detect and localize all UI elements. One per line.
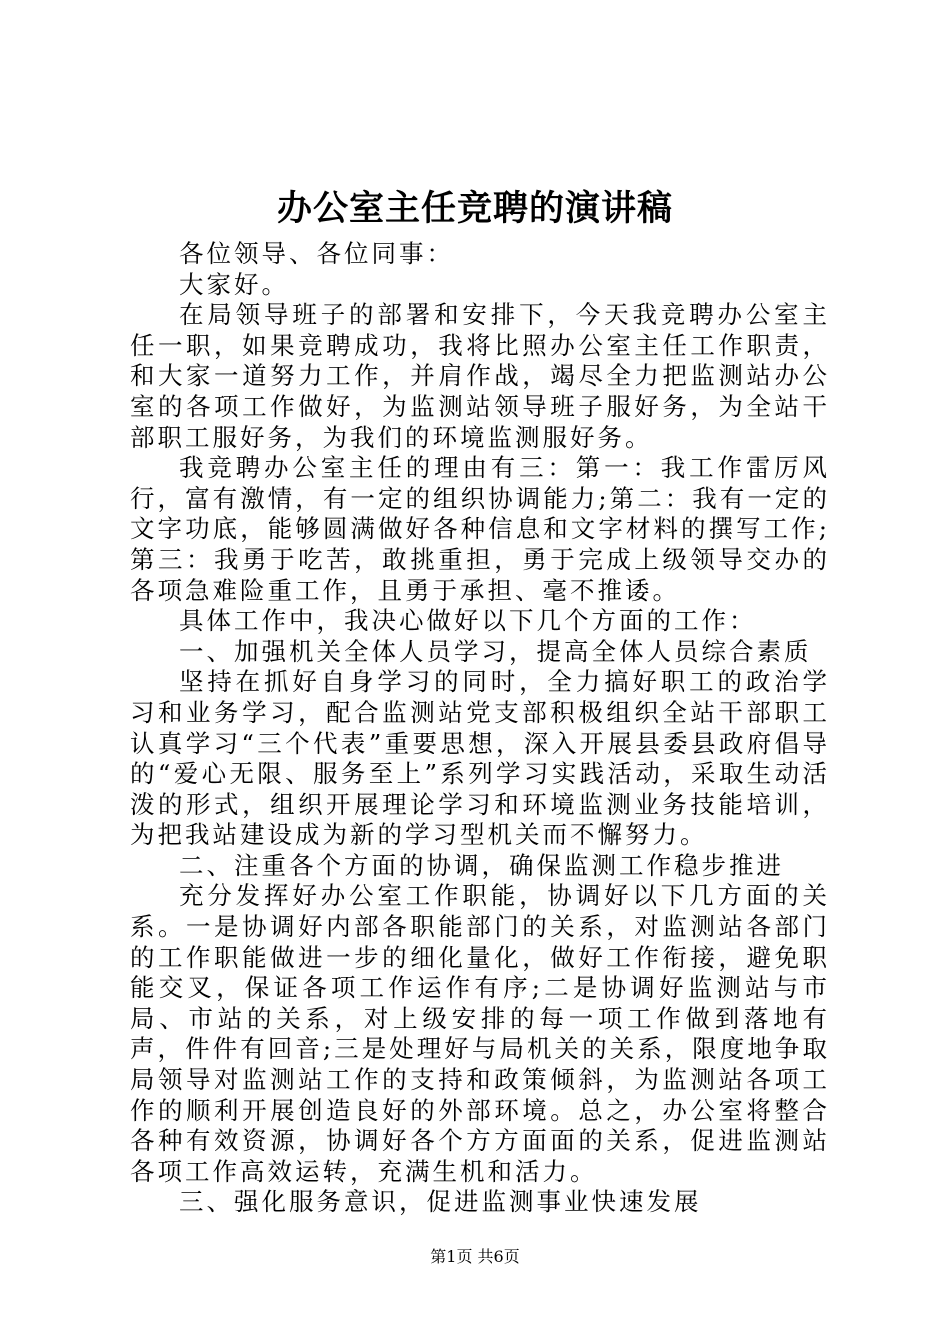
- paragraph-reasons: 我竞聘办公室主任的理由有三：第一：我工作雷厉风行，富有激情，有一定的组织协调能力;第二：我有一定的文字功底，能够圆满做好各种信息和文字材料的撰写工作;第三：我勇于吃苦，敢挑重担，勇于完成上级领导交办的各项急难险重工作，且勇于承担、毫不推诿。: [130, 453, 830, 605]
- section-heading-1: 一、加强机关全体人员学习，提高全体人员综合素质: [179, 636, 812, 666]
- page-number-footer: 第1页 共6页: [430, 1247, 520, 1266]
- paragraph-work-intro: 具体工作中，我决心做好以下几个方面的工作：: [179, 606, 757, 636]
- paragraph-section-1: 坚持在抓好自身学习的同时，全力搞好职工的政治学习和业务学习，配合监测站党支部积极组织全站干部职工认真学习“三个代表”重要思想，深入开展县委县政府倡导的“爱心无限、服务至上”系列学习实践活动，采取生动活泼的形式，组织开展理论学习和环境监测业务技能培训，为把我站建设成为新的学习型机关而不懈努力。: [130, 667, 830, 850]
- salutation: 各位领导、各位同事：: [179, 239, 454, 268]
- section-heading-2: 二、注重各个方面的协调，确保监测工作稳步推进: [179, 850, 784, 880]
- document-title: 办公室主任竞聘的演讲稿: [276, 188, 673, 229]
- greeting: 大家好。: [179, 269, 289, 299]
- document-body: [130, 239, 830, 1218]
- paragraph-section-2: 充分发挥好办公室工作职能，协调好以下几方面的关系。一是协调好内部各职能部门的关系，对监测站各部门的工作职能做进一步的细化量化，做好工作衔接，避免职能交叉，保证各项工作运作有序;二是协调好监测站与市局、市站的关系，对上级安排的每一项工作做到落地有声，件件有回音;三是处理好与局机关的关系，限度地争取局领导对监测站工作的支持和政策倾斜，为监测站各项工作的顺利开展创造良好的外部环境。总之，办公室将整合各种有效资源，协调好各个方方面面的关系，促进监测站各项工作高效运转，充满生机和活力。: [130, 881, 830, 1186]
- paragraph-intro: 在局领导班子的部署和安排下，今天我竞聘办公室主任一职，如果竞聘成功，我将比照办公室主任工作职责，和大家一道努力工作，并肩作战，竭尽全力把监测站办公室的各项工作做好，为监测站领导班子服好务，为全站干部职工服好务，为我们的环境监测服好务。: [130, 300, 830, 452]
- section-heading-3: 三、强化服务意识，促进监测事业快速发展: [179, 1187, 702, 1217]
